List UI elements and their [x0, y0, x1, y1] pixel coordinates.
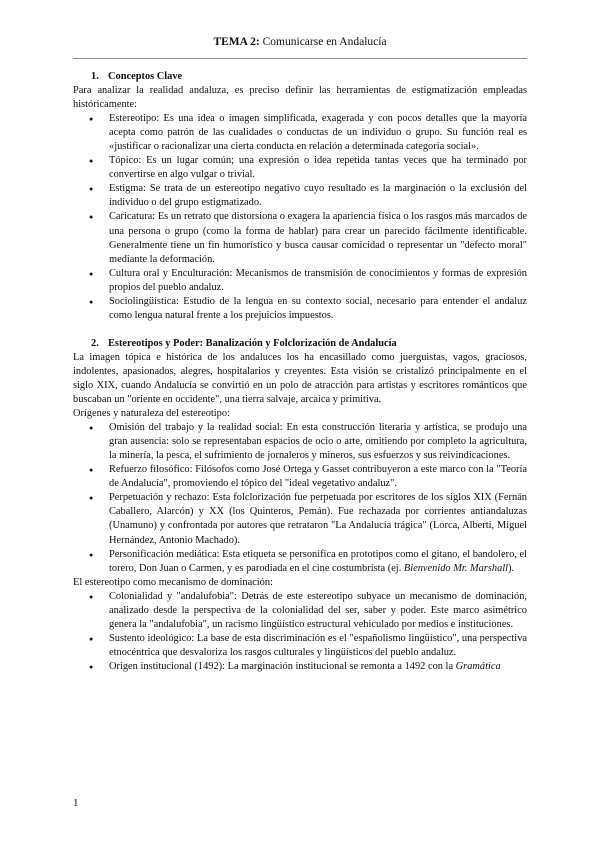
gramatica-word: Gramática: [455, 660, 501, 672]
list-item: [73, 660, 527, 674]
personification-text: Personificación mediática: Esta etiqueta se personifica en prototipos como el gitano, el bandolero, el torero, Don Juan o Carmen, y es parodiada en el cine costumbrista (ej.: [109, 548, 527, 574]
list-item: ● Estigma: Se trata de un estereotipo negativo cuyo resultado es la marginación o la exclusión del individuo o del grupo estigmatizado.: [73, 182, 527, 210]
origins-list: [73, 421, 527, 576]
list-item: ● Refuerzo filosófico: Filósofos como José Ortega y Gasset contribuyeron a este marco con la "Teoría de Andalucía", promoviendo el tópico del "ideal vegetativo andaluz".: [73, 463, 527, 491]
film-title: Bienvenido Mr. Marshall: [403, 562, 509, 574]
list-item: ● Cultura oral y Enculturación: Mecanismos de transmisión de conocimientos y formas de expresión propios del pueblo andaluz.: [73, 267, 527, 295]
section-2-intro: La imagen tópica e histórica de los andaluces los ha encasillado como juerguistas, vagos, graciosos, indolentes, apasionados, alegres, hospitalarios y creyentes. Esta visión se cristalizó principalmente en el siglo XIX, cuando Andalucía se convirtió en un polo de atracción para artistas y escritores románticos que buscaban un "oriente en occidente", una tierra salvaje, arcaica y primitiva.: [73, 351, 527, 406]
list-item: ● Sociolingüística: Estudio de la lengua en su contexto social, necesario para entender el andaluz como lengua natural frente a los prejuicios impuestos.: [73, 295, 527, 323]
list-item: ● Estereotipo: Es una idea o imagen simplificada, exagerada y con pocos detalles que la mayoría acepta como patrón de las cualidades o conductas de un individuo o grupo. Su función real es «justificar o racionalizar una cierta conducta en relación a determinada categoría social».: [73, 112, 527, 154]
page-content: [73, 70, 527, 674]
header-title: Comunicarse en Andalucía: [262, 36, 387, 48]
institutional-text: Origen institucional (1492): La marginación institucional se remonta a 1492 con la: [109, 660, 456, 672]
list-item: ● Perpetuación y rechazo: Esta folclorización fue perpetuada por escritores de los siglos XIX (Fernán Caballero, Alarcón) y XX (los Quinteros, Pemán). Fue rechazada por corrientes antiandaluzas (Unamuno) y confrontada por autores que retrataron "La Andalucía trágica" (Lorca, Alberti, Miguel Hernández, Antonio Machado).: [73, 491, 527, 547]
list-item: ● Tópico: Es un lugar común; una expresión o idea repetida tantas veces que ha terminado por convertirse en algo vulgar o trivial.: [73, 154, 527, 182]
list-item: ● Sustento ideológico: La base de esta discriminación es el "españolismo lingüístico", una perspectiva etnocéntrica que desvaloriza los rasgos culturales y lingüísticos del pueblo andaluz.: [73, 632, 527, 660]
section-2-heading: [73, 337, 527, 351]
section-2-title: Estereotipos y Poder: Banalización y Folclorización de Andalucía: [108, 337, 397, 349]
section-1-title: Conceptos Clave: [108, 71, 183, 82]
list-item: ● Omisión del trabajo y la realidad social: En esta construcción literaria y artística, se produjo una gran ausencia: solo se representaban espacios de ocio o arte, omitiendo por completo la agricultura, la minería, la pesca, el sufrimiento de jornaleros y mineros, sus esfuerzos y sus reivindicaciones.: [73, 421, 527, 463]
section-1-number: 1.: [91, 71, 99, 82]
list-item: ● Caricatura: Es un retrato que distorsiona o exagera la apariencia física o los rasgos más marcados de una persona o grupo (como la forma de hablar) para crear un parecido fácilmente identificable. Generalmente tiene un fin humorístico y busca causar comicidad o representar un "defecto moral" mediante la deformación.: [73, 210, 527, 266]
section-1-intro: Para analizar la realidad andaluza, es preciso definir las herramientas de estigmatización empleadas históricamente:: [73, 85, 527, 111]
origins-heading: Orígenes y naturaleza del estereotipo:: [73, 408, 230, 420]
page-header: [0, 36, 600, 48]
domination-heading: El estereotipo como mecanismo de dominación:: [73, 576, 273, 588]
personification-end: ).: [508, 562, 515, 574]
list-item: [73, 548, 527, 576]
header-divider: [73, 58, 527, 59]
list-item: ● Colonialidad y "andalufobia": Detrás de este estereotipo subyace un mecanismo de dominación, analizado desde la perspectiva de la colonialidad del ser, saber y poder. Este marco asimétrico genera la "andalufobia", un racismo lingüístico estructural vehiculado por medios e instituciones.: [73, 590, 527, 632]
section-1-heading: [73, 70, 527, 84]
section-2-number: 2.: [91, 337, 99, 349]
header-tema-label: TEMA 2:: [213, 36, 260, 48]
domination-list: [73, 590, 527, 674]
page-number: 1: [73, 797, 79, 809]
key-concepts-list: [73, 112, 527, 323]
